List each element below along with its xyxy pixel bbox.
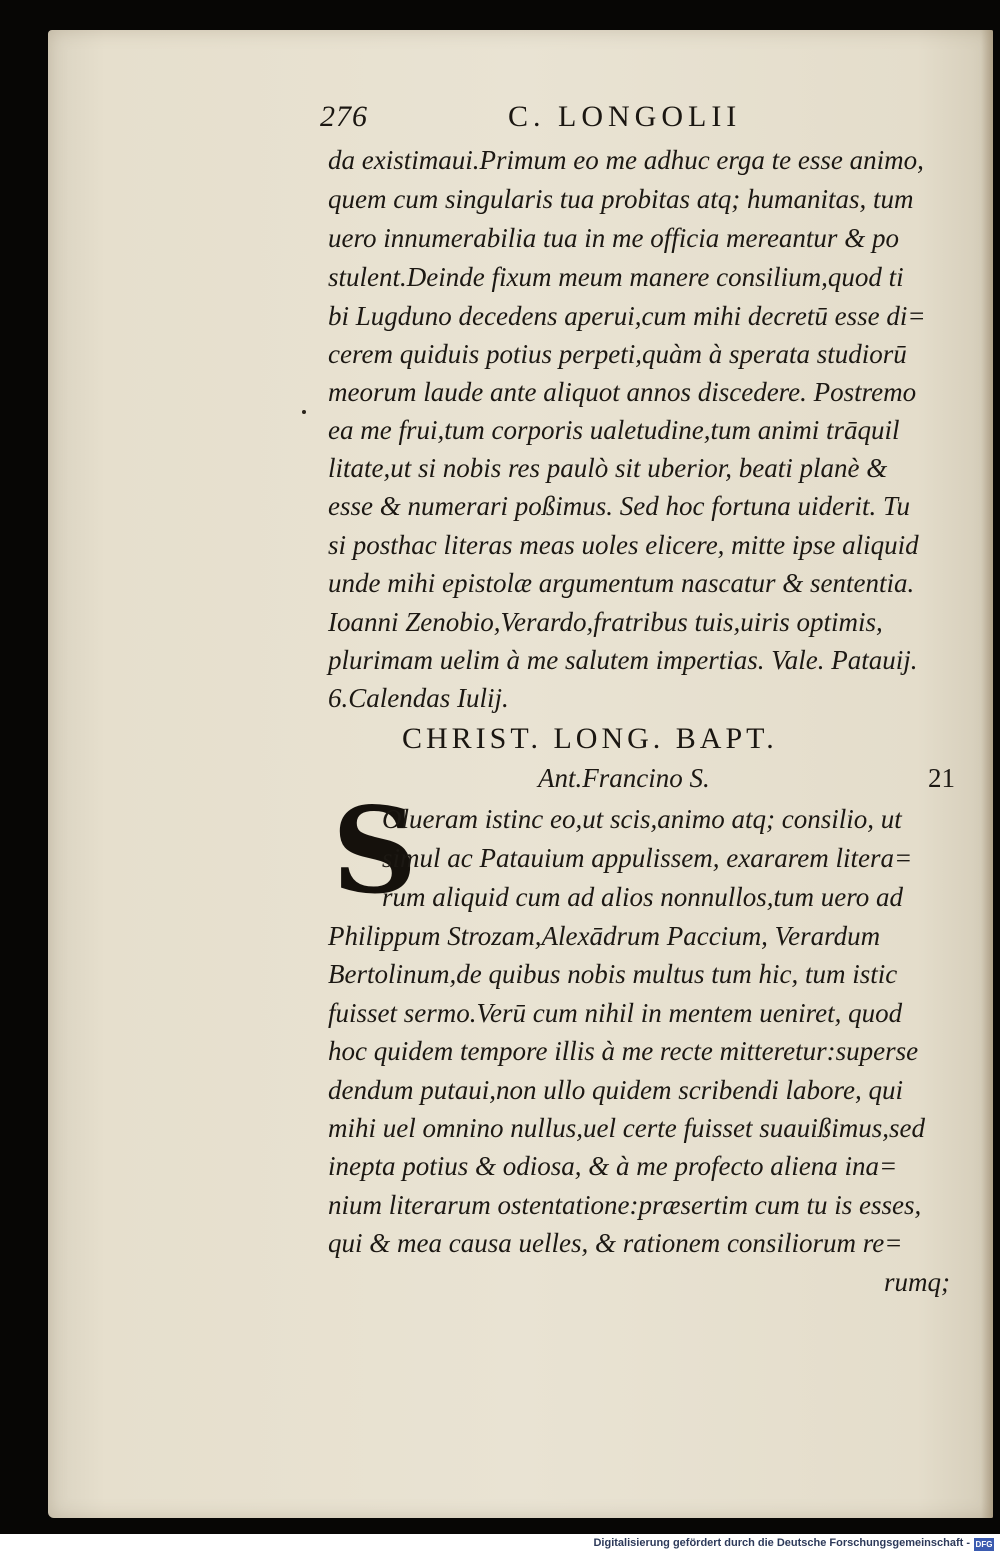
catchword: rumq; [884,1267,950,1297]
text-line: Ioanni Zenobio,Verardo,fratribus tuis,uiris optimis, [328,607,883,637]
drop-cap: S [332,781,418,920]
text-line: cerem quiduis potius perpeti,quàm à sperata studiorū [328,339,907,369]
text-line: 6.Calendas Iulij. [328,683,509,713]
text-line: rum aliquid cum ad alios nonnullos,tum uero ad [382,882,904,912]
text-line: qui & mea causa uelles, & rationem consiliorum re= [328,1228,903,1258]
text-line: Philippum Strozam,Alexādrum Paccium, Verardum [328,921,881,951]
text-line: dendum putaui,non ullo quidem scribendi labore, qui [328,1075,903,1105]
running-title: C. LONGOLII [508,100,742,133]
page-edge [981,30,993,1518]
text-line: litate,ut si nobis res paulò sit uberior, beati planè & [328,453,888,483]
text-line: ea me frui,tum corporis ualetudine,tum animi trāquil [328,415,900,445]
text-line: esse & numerari poßimus. Sed hoc fortuna uiderit. Tu [328,491,910,521]
letter-addressee: Ant.Francino S. [538,763,710,793]
text-line: stulent.Deinde fixum meum manere consilium,quod ti [328,262,904,292]
digitization-footer [0,1534,1000,1556]
running-head [320,100,960,140]
text-line: inepta potius & odiosa, & à me profecto aliena ina= [328,1151,898,1181]
letter-number: 21 [928,763,955,793]
page-number: 276 [320,100,368,133]
funding-credit: Digitalisierung gefördert durch die Deutsche Forschungsgemeinschaft - [593,1537,970,1549]
text-line: meorum laude ante aliquot annos discedere. Postremo [328,377,917,407]
text-line: quem cum singularis tua probitas atq; humanitas, tum [328,184,914,214]
text-line: mihi uel omnino nullus,uel certe fuisset suauißimus,sed [328,1113,925,1143]
text-line: hoc quidem tempore illis à me recte mitteretur:superse [328,1036,919,1066]
dfg-logo: DFG [975,1540,993,1549]
text-line: bi Lugduno decedens aperui,cum mihi decretū esse di= [328,301,926,331]
text-line: uero innumerabilia tua in me officia mereantur & po [328,223,899,253]
text-line: nium literarum ostentatione:præsertim cum tu is esses, [328,1190,922,1220]
ink-dot [302,410,306,414]
text-line: unde mihi epistolæ argumentum nascatur & sententia. [328,568,915,598]
text-line: Bertolinum,de quibus nobis multus tum hic, tum istic [328,959,898,989]
text-line: Olueram istinc eo,ut scis,animo atq; consilio, ut [382,804,902,834]
text-line: si posthac literas meas uoles elicere, mitte ipse aliquid [328,530,919,560]
text-line: simul ac Patauium appulissem, exararem litera= [382,843,913,873]
text-line: da existimaui.Primum eo me adhuc erga te esse animo, [328,145,924,175]
text-line: fuisset sermo.Verū cum nihil in mentem ueniret, quod [328,998,903,1028]
text-line: plurimam uelim à me salutem impertias. Vale. Patauij. [328,645,918,675]
letter-heading: CHRIST. LONG. BAPT. [402,722,778,755]
